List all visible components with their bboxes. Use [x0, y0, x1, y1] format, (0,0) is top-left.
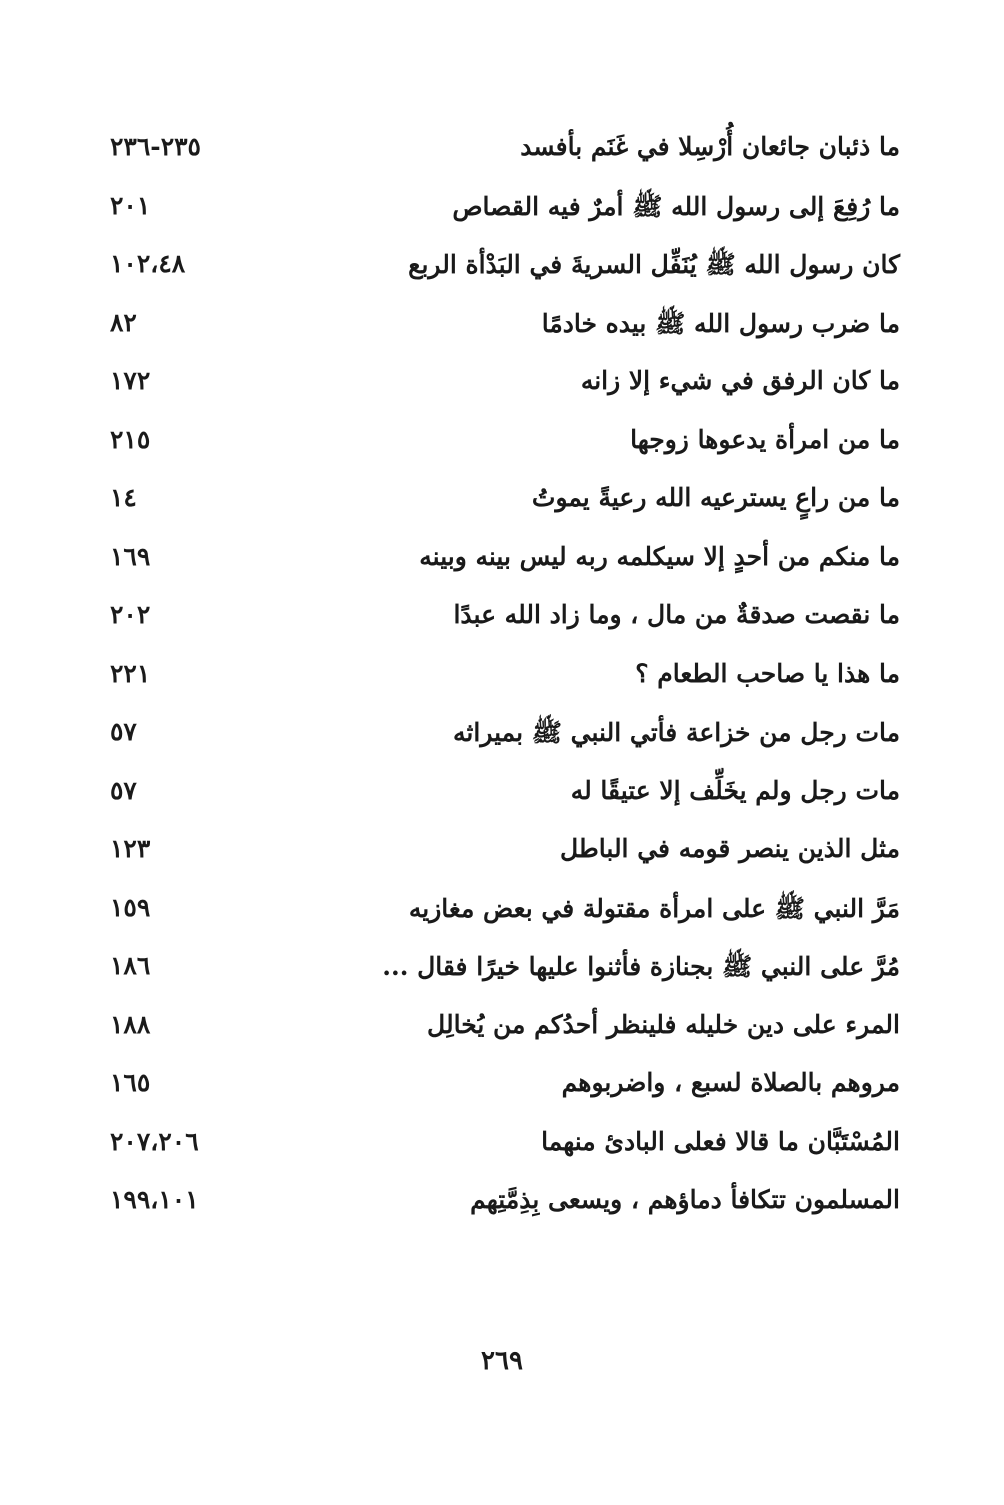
entry-text: مات رجل ولم يخَلِّف إلا عتيقًا له — [570, 775, 900, 805]
index-entry — [100, 1179, 900, 1238]
entry-text: كان رسول الله ﷺ يُنَفِّل السريةَ في البَدْأة الربع — [408, 250, 900, 279]
index-entry — [100, 477, 900, 536]
entry-page-ref: ١٨٦ — [110, 951, 151, 980]
index-entry — [100, 302, 900, 361]
entry-page-ref: ١٨٨ — [110, 1009, 151, 1039]
entry-text: ما ضرب رسول الله ﷺ بيده خادمًا — [541, 308, 900, 338]
entry-text: ما من امرأة يدعوها زوجها — [630, 424, 900, 454]
index-entry — [100, 360, 900, 419]
entry-text: المسلمون تتكافأ دماؤهم ، ويسعى بِذِمَّتِهم — [470, 1185, 900, 1214]
entry-text: ما ذئبان جائعان أُرْسِلا في غَنَم بأفسد — [520, 132, 900, 161]
entry-page-ref: ١٥٩ — [110, 892, 151, 922]
index-entry — [100, 1062, 900, 1121]
entry-text: ما منكم من أحدٍ إلا سيكلمه ربه ليس بينه وبينه — [419, 541, 900, 571]
entry-page-ref: ٥٧ — [110, 717, 137, 746]
index-entry — [100, 243, 900, 302]
entry-page-ref: ٢٠٢ — [110, 600, 151, 629]
index-entry — [100, 770, 900, 829]
entry-page-ref: ١٦٥ — [110, 1068, 151, 1097]
index-entry — [100, 1121, 900, 1180]
entry-text: مثل الذين ينصر قومه في الباطل — [559, 834, 900, 863]
entry-text: مَرَّ النبي ﷺ على امرأة مقتولة في بعض مغازيه — [408, 893, 900, 923]
entry-page-ref: ١٩٩،١٠١ — [110, 1185, 199, 1214]
entry-text: ما نقصت صدقةٌ من مال ، وما زاد الله عبدًا — [453, 600, 900, 629]
index-entry — [100, 419, 900, 478]
entry-page-ref: ٢٠١ — [110, 190, 151, 220]
entry-text: ما كان الرفق في شيء إلا زانه — [580, 366, 900, 395]
entry-page-ref: ١٦٩ — [110, 541, 151, 571]
entry-page-ref: ٢٢١ — [110, 658, 151, 688]
hadith-index-list — [100, 126, 900, 1238]
page-number: ٢٦٩ — [481, 1346, 523, 1376]
entry-text: ما من راعٍ يسترعيه الله رعيةً يموتُ — [531, 483, 900, 512]
index-entry — [100, 653, 900, 712]
entry-text: مروهم بالصلاة لسبع ، واضربوهم — [561, 1068, 900, 1097]
entry-page-ref: ٢٠٧،٢٠٦ — [110, 1126, 199, 1156]
entry-page-ref: ١٢٣ — [110, 834, 151, 863]
entry-text: مُرَّ على النبي ﷺ بجنازة فأثنوا عليها خيرًا فقال ... — [382, 952, 900, 981]
entry-text: المرء على دين خليله فلينظر أحدُكم من يُخالِل — [427, 1009, 900, 1039]
index-entry — [100, 1004, 900, 1063]
index-entry — [100, 887, 900, 946]
index-entry — [100, 126, 900, 185]
index-entry — [100, 945, 900, 1004]
index-entry — [100, 711, 900, 770]
entry-text: ما رُفِعَ إلى رسول الله ﷺ أمرٌ فيه القصاص — [452, 191, 900, 221]
index-entry — [100, 594, 900, 653]
entry-text: ما هذا يا صاحب الطعام ؟ — [635, 658, 900, 688]
index-entry — [100, 536, 900, 595]
entry-page-ref: ٢١٥ — [110, 424, 151, 454]
entry-page-ref: ١٤ — [110, 483, 137, 512]
index-entry — [100, 828, 900, 887]
entry-text: مات رجل من خزاعة فأتي النبي ﷺ بميراثه — [453, 718, 900, 747]
entry-page-ref: ١٧٢ — [110, 366, 151, 395]
entry-page-ref: ٢٣٥-٢٣٦ — [110, 132, 201, 161]
entry-page-ref: ٥٧ — [110, 775, 137, 805]
entry-text: المُسْتَبَّان ما قالا فعلى البادئ منهما — [541, 1126, 900, 1156]
index-entry — [100, 185, 900, 244]
entry-page-ref: ٨٢ — [110, 307, 137, 337]
entry-page-ref: ١٠٢،٤٨ — [110, 249, 186, 278]
